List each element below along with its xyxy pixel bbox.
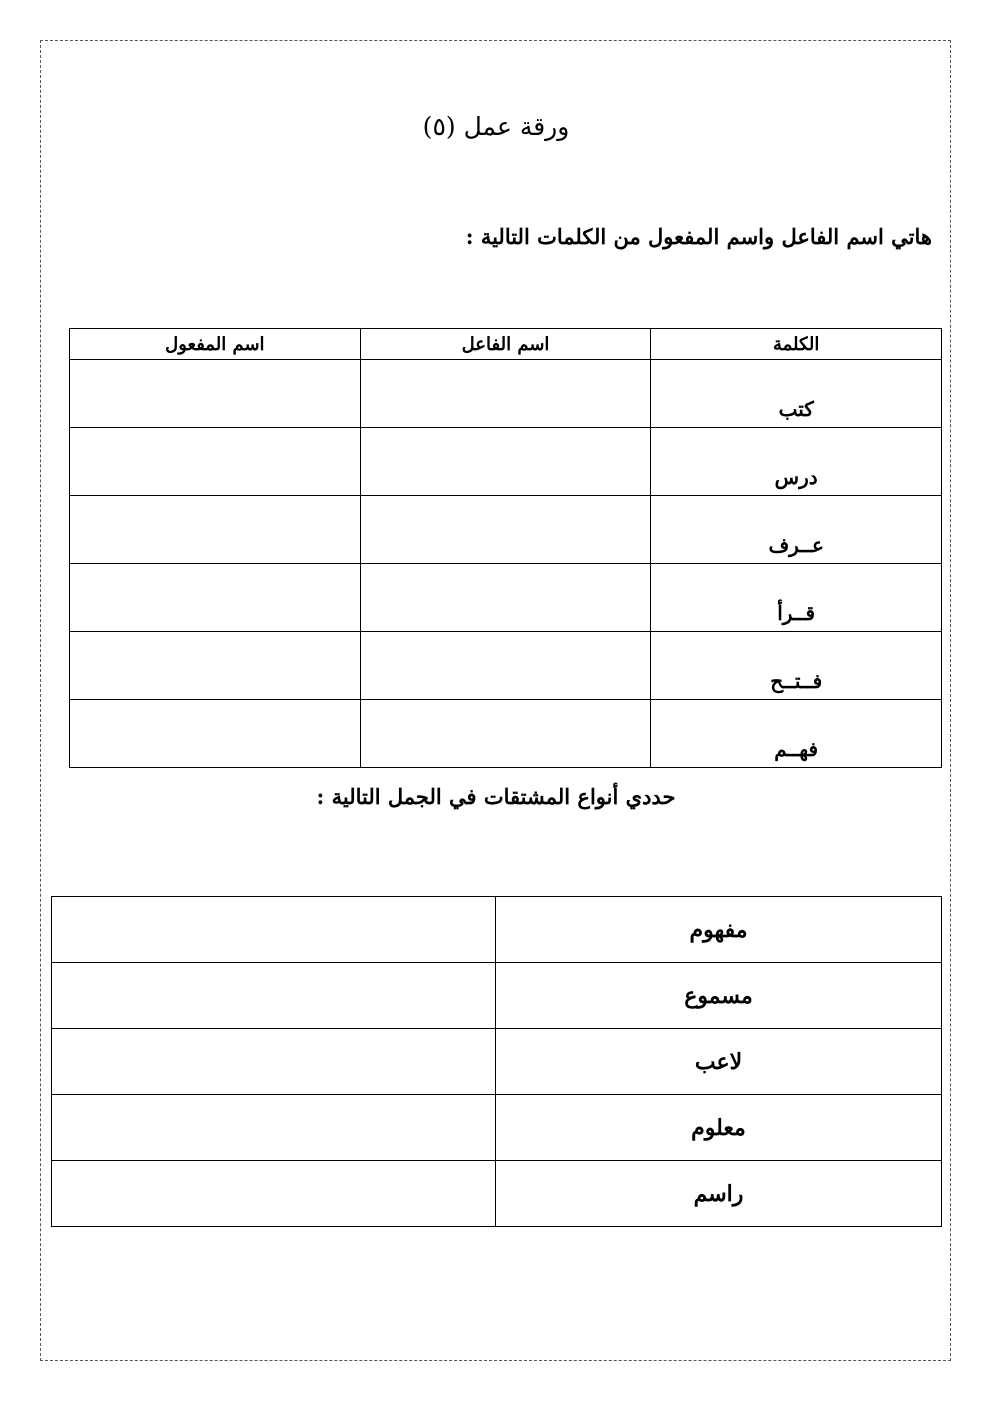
word-cell: لاعب: [496, 1029, 942, 1095]
table-row: [52, 1095, 942, 1161]
table-row: [52, 1161, 942, 1227]
header-passive-participle: اسم المفعول: [70, 329, 361, 360]
answer-cell-passive[interactable]: [70, 360, 361, 428]
word-cell: عــرف: [651, 496, 942, 564]
table-header-row: [70, 329, 942, 360]
table-row: [70, 632, 942, 700]
answer-cell-active[interactable]: [360, 632, 651, 700]
header-active-participle: اسم الفاعل: [360, 329, 651, 360]
table-row: [70, 700, 942, 768]
word-cell: معلوم: [496, 1095, 942, 1161]
answer-cell-type[interactable]: [52, 897, 496, 963]
table-row: [70, 496, 942, 564]
word-cell: فــتــح: [651, 632, 942, 700]
answer-cell-passive[interactable]: [70, 496, 361, 564]
answer-cell-passive[interactable]: [70, 632, 361, 700]
question-2-instruction: حددي أنواع المشتقات في الجمل التالية :: [316, 784, 676, 809]
question-1-instruction: هاتي اسم الفاعل واسم المفعول من الكلمات التالية :: [465, 224, 932, 249]
table-row: [70, 564, 942, 632]
table-row: [52, 897, 942, 963]
word-cell: كتب: [651, 360, 942, 428]
answer-cell-type[interactable]: [52, 1029, 496, 1095]
table-row: [70, 360, 942, 428]
answer-cell-active[interactable]: [360, 564, 651, 632]
answer-cell-passive[interactable]: [70, 700, 361, 768]
answer-cell-type[interactable]: [52, 1095, 496, 1161]
table-row: [52, 1029, 942, 1095]
answer-cell-type[interactable]: [52, 963, 496, 1029]
answer-cell-active[interactable]: [360, 428, 651, 496]
word-cell: قــرأ: [651, 564, 942, 632]
answer-cell-passive[interactable]: [70, 428, 361, 496]
word-cell: راسم: [496, 1161, 942, 1227]
answer-cell-active[interactable]: [360, 700, 651, 768]
word-cell: درس: [651, 428, 942, 496]
header-word: الكلمة: [651, 329, 942, 360]
word-cell: فهــم: [651, 700, 942, 768]
derivation-table: [69, 328, 942, 768]
worksheet-title: ورقة عمل (٥): [422, 112, 570, 141]
answer-cell-passive[interactable]: [70, 564, 361, 632]
table-row: [52, 963, 942, 1029]
answer-cell-active[interactable]: [360, 496, 651, 564]
answer-cell-type[interactable]: [52, 1161, 496, 1227]
answer-cell-active[interactable]: [360, 360, 651, 428]
word-cell: مفهوم: [496, 897, 942, 963]
word-cell: مسموع: [496, 963, 942, 1029]
derivative-types-table: [51, 896, 942, 1227]
table-row: [70, 428, 942, 496]
